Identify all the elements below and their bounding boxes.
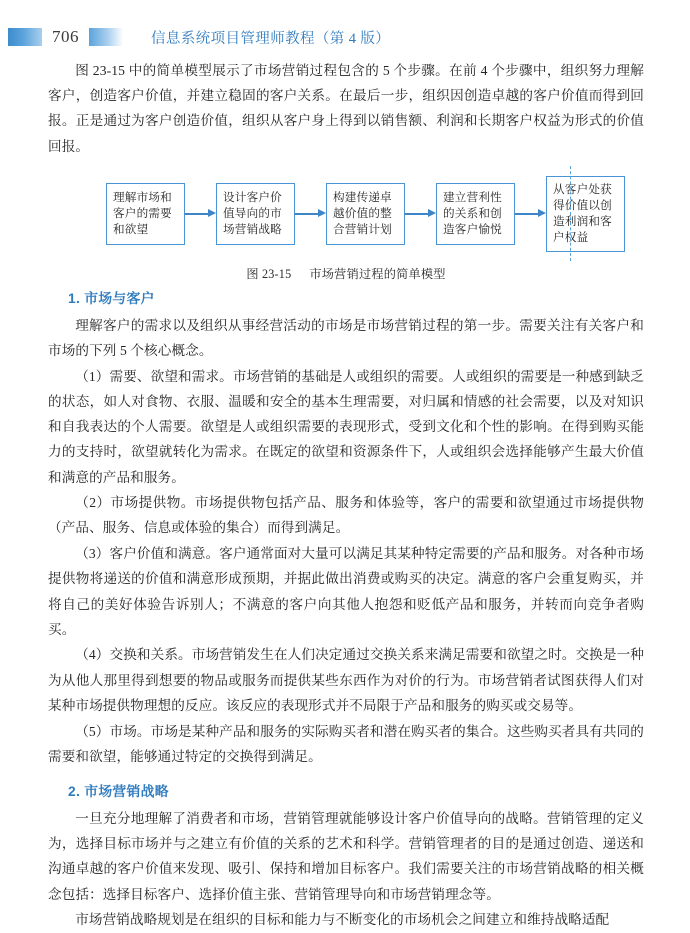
paragraph-intro: 图 23-15 中的简单模型展示了市场营销过程包含的 5 个步骤。在前 4 个步骤中，组织努力理解客户，创造客户价值，并建立稳固的客户关系。在最后一步，组织因创造卓越的客户价值而得到回报。正是通过为客户创造价值，组织从客户身上得到以销售额、利润和长期客户权益为形式的价值回报。 xyxy=(48,63,644,154)
paragraph-item-3: （3）客户价值和满意。客户通常面对大量可以满足其某种特定需要的产品和服务。对各种市场提供物将递送的价值和满意形成预期，并据此做出消费或购买的决定。满意的客户会重复购买，并将自己的美好体验告诉别人；不满意的客户向其他人抱怨和贬低产品和服务，并转而向竞争者购买。 xyxy=(48,546,644,637)
flow-dashed-separator xyxy=(570,166,571,261)
paragraph-item-2: （2）市场提供物。市场提供物包括产品、服务和体验等，客户的需要和欲望通过市场提供物（产品、服务、信息或体验的集合）而得到满足。 xyxy=(48,495,644,536)
flow-box-step-2: 设计客户价值导向的市场营销战略 xyxy=(216,183,295,245)
paragraph-strategy-1: 一旦充分地理解了消费者和市场，营销管理就能够设计客户价值导向的战略。营销管理的定义为，选择目标市场并与之建立有价值的关系的艺术和科学。营销管理者的目的是通过创造、递送和沟通卓越的客户价值来发现、吸引、保持和增加目标客户。我们需要关注的市场营销战略的相关概念包括：选择目标客户、选择价值主张、营销管理导向和市场营销理念等。 xyxy=(48,810,644,902)
flow-arrow-2-to-3 xyxy=(295,209,326,218)
paragraph-market-intro: 理解客户的需求以及组织从事经营活动的市场是市场营销过程的第一步。需要关注有关客户和市场的下列 5 个核心概念。 xyxy=(48,317,644,359)
header-gradient-block-right xyxy=(89,28,123,46)
page-header xyxy=(0,22,690,52)
flow-box-step-4: 建立营利性的关系和创造客户愉悦 xyxy=(436,183,515,245)
section-heading-1: 1. 市场与客户 xyxy=(68,290,155,306)
figure-23-15 xyxy=(48,172,644,281)
figure-caption-number: 图 23-15 xyxy=(246,266,292,281)
flow-arrow-1-to-2 xyxy=(185,209,216,218)
section-heading-2: 2. 市场营销战略 xyxy=(68,783,169,799)
flow-box-step-1: 理解市场和客户的需要和欲望 xyxy=(106,183,185,245)
book-title: 信息系统项目管理师教程（第 4 版） xyxy=(151,30,391,47)
figure-caption-title: 市场营销过程的简单模型 xyxy=(309,266,446,281)
flow-arrow-3-to-4 xyxy=(405,209,436,218)
paragraph-item-4: （4）交换和关系。市场营销发生在人们决定通过交换关系来满足需要和欲望之时。交换是一种为从他人那里得到想要的物品或服务而提供某些东西作为对价的行为。市场营销者试图获得人们对某种市场提供物理想的反应。该反应的表现形式并不局限于产品和服务的购买或交易等。 xyxy=(48,647,644,713)
flow-arrow-4-to-5 xyxy=(515,209,546,218)
figure-caption xyxy=(48,265,644,282)
flow-box-step-3: 构建传递卓越价值的整合营销计划 xyxy=(326,183,405,245)
page-number: 706 xyxy=(52,27,79,46)
paragraph-item-5: （5）市场。市场是某种产品和服务的实际购买者和潜在购买者的集合。这些购买者具有共同的需要和欲望，能够通过特定的交换得到满足。 xyxy=(48,723,644,764)
paragraph-item-1: （1）需要、欲望和需求。市场营销的基础是人或组织的需要。人或组织的需要是一种感到缺乏的状态，如人对食物、衣服、温暖和安全的基本生理需要，对归属和情感的社会需要，以及对知识和自我表达的个人需要。欲望是人或组织需要的表现形式，受到文化和个性的影响。在得到购买能力的支持时，欲望就转化为需求。在既定的欲望和资源条件下，人或组织会选择能够产生最大价值和满意的产品和服务。 xyxy=(48,368,644,485)
flow-diagram xyxy=(106,172,644,256)
header-gradient-block-left xyxy=(8,28,42,46)
flow-box-step-5: 从客户处获得价值以创造利润和客户权益 xyxy=(546,176,625,252)
paragraph-strategy-2: 市场营销战略规划是在组织的目标和能力与不断变化的市场机会之间建立和维持战略适配 xyxy=(75,912,610,928)
page-content xyxy=(48,58,644,933)
